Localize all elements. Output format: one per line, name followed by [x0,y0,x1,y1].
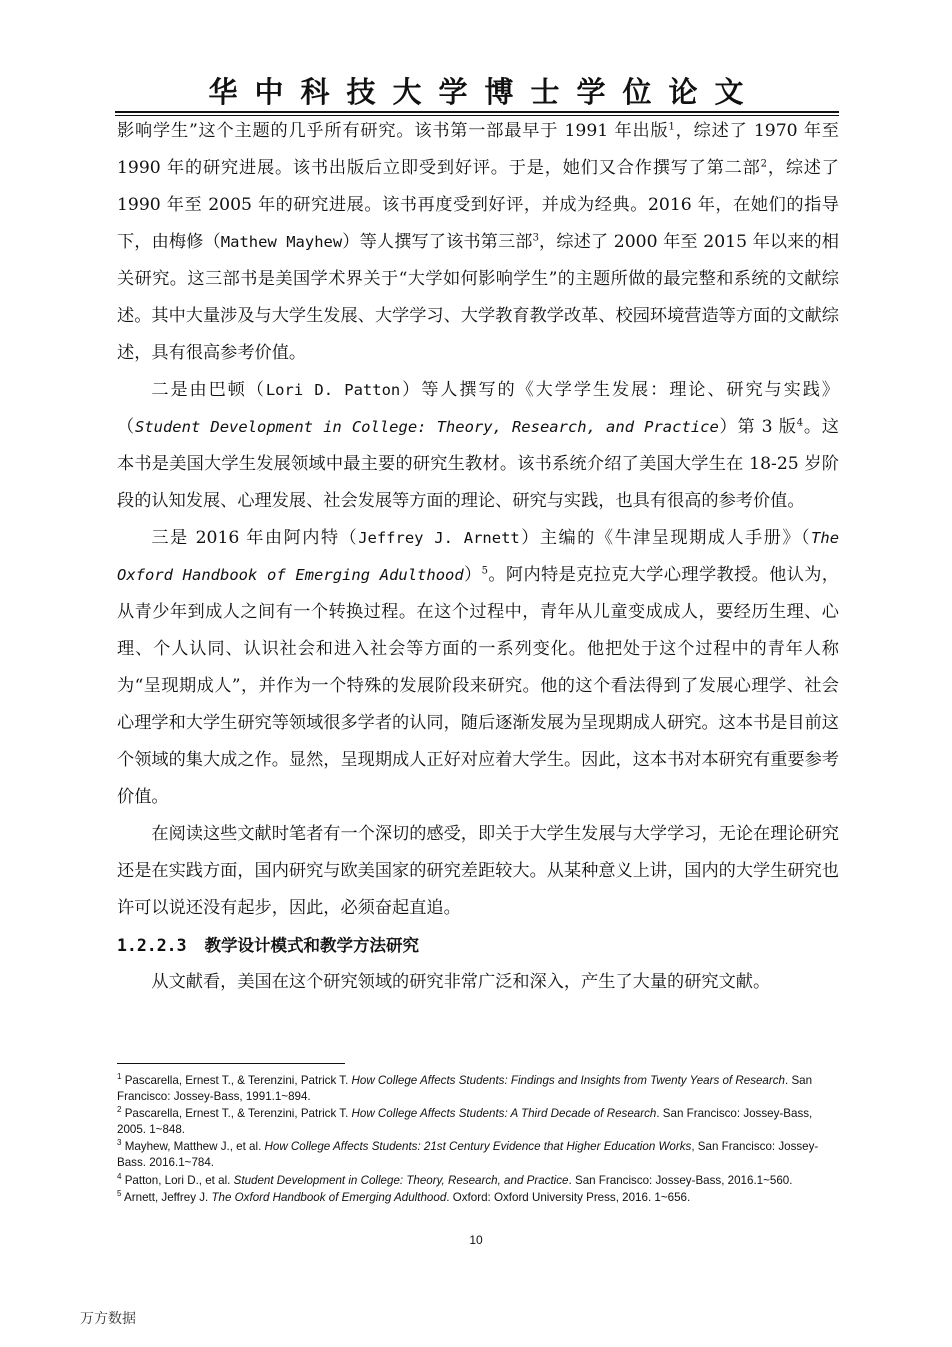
watermark: 万方数据 [80,1311,136,1327]
text-run: ，综述了 1970 年至 1990 年的研究进展。该书出版后立即受到好评。于是，她们又合作撰写了第二部 [117,121,840,178]
page-header-title: 华中科技大学博士学位论文 [208,75,761,109]
paragraph-4: 在阅读这些文献时笔者有一个深切的感受，即关于大学生发展与大学学习，无论在理论研究还是在实践方面，国内研究与欧美国家的研究差距较大。从某种意义上讲，国内的大学生研究也许可以说还没有起步，因此，必须奋起直追。 [117,824,839,918]
footnote-text: , San Francisco: Jossey-Bass. 2016.1~784. [117,1140,819,1169]
book-title: The Oxford Handbook of Emerging Adulthood [117,529,840,584]
footnote-number: 1 [117,1072,122,1082]
footnote-ref-3[interactable]: 3 [532,232,539,244]
text-run: ，综述了 2000 年至 2015 年以来的相关研究。这三部书是美国学术界关于“大学如何影响学生”的主题所做的最完整和系统的文献综述。其中大量涉及与大学生发展、大学学习、大学教育教学改革、校园环境营造等方面的文献综述，具有很高参考价值。 [117,232,839,363]
footnote-text: . Oxford: Oxford University Press, 2016. 1~656. [446,1191,691,1205]
text-run: 影响学生”这个主题的几乎所有研究。该书第一部最早于 1991 年出版 [117,121,669,141]
footnote-3 [117,1139,839,1170]
footnote-ref-4[interactable]: 4 [796,417,804,429]
text-run: ，综述了 1990 年至 2005 年的研究进展。该书再度受到好评，并成为经典。2016 年，在她们的指导下，由梅修（ [117,158,839,252]
footnote-separator [117,1063,345,1064]
footnote-book-title: Student Development in College: Theory, Research, and Practice [233,1173,569,1187]
paragraph-5: 从文献看，美国在这个研究领域的研究非常广泛和深入，产生了大量的研究文献。 [151,972,771,992]
footnote-book-title: How College Affects Students: Findings and Insights from Twenty Years of Research [351,1074,785,1087]
paragraph-1 [117,113,839,372]
footnote-ref-2[interactable]: 2 [760,158,768,170]
section-number: 1.2.2.3 [117,936,187,955]
footnote-1 [117,1073,839,1104]
footnote-text: Pascarella, Ernest T., & Terenzini, Patrick T. [124,1074,352,1087]
author-name: Mathew Mayhew [220,233,343,251]
footnote-2 [117,1106,839,1137]
text-run: ） [463,565,482,585]
footnote-number: 2 [117,1105,122,1115]
text-run: 二是由巴顿（ [151,380,266,400]
footnote-text: . San Francisco: Jossey-Bass, 1991.1~894. [117,1074,813,1103]
footnote-number: 4 [117,1171,122,1181]
author-name: Jeffrey J. Arnett [358,529,520,547]
footnote-4 [117,1173,839,1189]
footnote-number: 3 [117,1138,122,1148]
footnote-5 [117,1190,839,1206]
footnote-book-title: How College Affects Students: A Third Decade of Research [351,1107,657,1121]
footnotes [117,1073,839,1208]
footnote-number: 5 [117,1189,122,1199]
footnote-text: Pascarella, Ernest T., & Terenzini, Patrick T. [124,1107,352,1121]
footnote-book-title: The Oxford Handbook of Emerging Adulthood [211,1191,447,1205]
footnote-text: Patton, Lori D., et al. [124,1173,234,1187]
author-name: Lori D. Patton [265,381,401,399]
book-title: Student Development in College: Theory, Research, and Practice [134,418,719,436]
text-run: ）主编的《牛津呈现期成人手册》（ [519,528,812,548]
section-title: 教学设计模式和教学方法研究 [204,936,420,955]
text-run: 。这本书是美国大学生发展领域中最主要的研究生教材。该书系统介绍了美国大学生在 18-25 岁阶段的认知发展、心理发展、社会发展等方面的理论、研究与实践，也具有很高的参考价值。 [117,417,839,511]
footnote-text: . San Francisco: Jossey-Bass, 2016.1~560. [568,1173,793,1187]
body-text [117,113,839,1001]
text-run: ）等人撰写的《大学学生发展：理论、研究与实践》（ [117,380,839,437]
page-number: 10 [469,1233,483,1247]
footnote-text: . San Francisco: Jossey-Bass, 2005. 1~848. [117,1107,813,1136]
text-run: ）第 3 版 [718,417,797,437]
footnote-book-title: How College Affects Students: 21st Century Evidence that Higher Education Works [264,1140,692,1154]
footnote-ref-5[interactable]: 5 [481,565,489,577]
paragraph-3 [117,520,839,816]
footnote-ref-1[interactable]: 1 [668,121,675,133]
text-run: 。阿内特是克拉克大学心理学教授。他认为，从青少年到成人之间有一个转换过程。在这个过程中，青年从儿童变成成人，要经历生理、心理、个人认同、认识社会和进入社会等方面的一系列变化。他把处于这个过程中的青年人称为“呈现期成人”，并作为一个特殊的发展阶段来研究。他的这个看法得到了发展心理学、社会心理学和大学生研究等领域很多学者的认同，随后逐渐发展为呈现期成人研究。这本书是目前这个领域的集大成之作。显然，呈现期成人正好对应着大学生。因此，这本书对本研究有重要参考价值。 [117,565,839,807]
footnote-text: Mayhew, Matthew J., et al. [124,1140,265,1154]
text-run: ）等人撰写了该书第三部 [342,232,533,252]
section-heading [117,927,839,964]
paragraph-2 [117,372,839,520]
text-run: 三是 2016 年由阿内特（ [151,528,359,548]
footnote-text: Arnett, Jeffrey J. [124,1191,212,1205]
